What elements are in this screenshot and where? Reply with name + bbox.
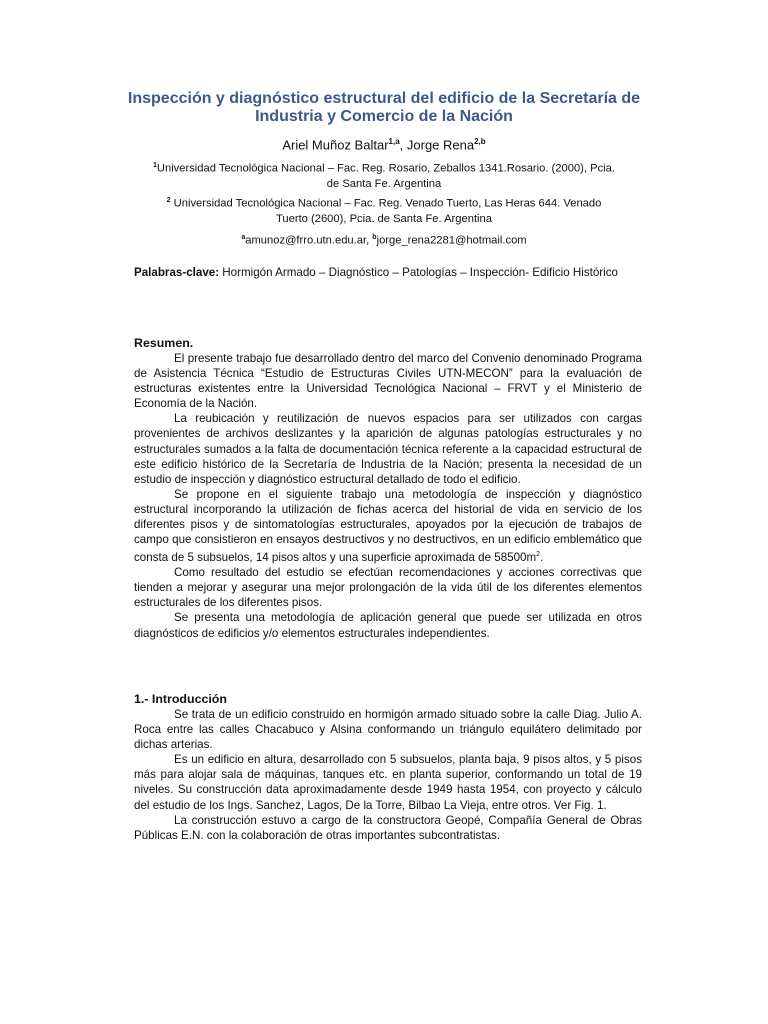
keywords-text: Hormigón Armado – Diagnóstico – Patologías – Inspección- Edificio Histórico: [219, 266, 618, 279]
paragraph-text: Se propone en el siguiente trabajo una metodología de inspección y diagnóstico estructural incorporando la utilización de fichas acerca del historial de vida en servicio de los diferentes pisos y de sintomatologías estructurales, apoyados por la ejecución de trabajos de campo que consistieron en ensayos destructivos y no destructivos, en un edificio emblemático que consta de 5 subsuelos, 14 pisos altos y una superficie aproximada de 58500m: [134, 487, 642, 565]
paragraph: La reubicación y reutilización de nuevos espacios para ser utilizados con cargas provenientes de archivos deslizantes y la aparición de algunas patologías estructurales y no estructurales sumados a la falta de documentación técnica referente a la capacidad estructural de este edificio histórico de la Secretaría de Industria de la Nación; presenta la necesidad de un estudio de inspección y diagnóstico estructural detallado de todo el edificio.: [134, 412, 642, 486]
introduccion-body: [134, 707, 642, 843]
affiliation-2: [150, 193, 618, 227]
email-text: jorge_rena2281@hotmail.com: [376, 234, 527, 247]
keywords-label: Palabras-clave:: [134, 266, 220, 279]
author-name: Jorge Rena: [406, 137, 475, 153]
email-line: [150, 230, 618, 249]
author-superscript: 1,a: [388, 137, 400, 146]
email-superscript: a: [241, 234, 246, 241]
paragraph: Es un edificio en altura, desarrollado con 5 subsuelos, planta baja, 9 pisos altos, y 5 pisos más para alojar sala de máquinas, tanques etc. en planta superior, conformando un total de 19 niveles. Su construcción data aproximadamente desde 1949 hasta 1954, con proyecto y cálculo del estudio de los Ings. Sanchez, Lagos, De la Torre, Bilbao La Vieja, entre otros. Ver Fig. 1.: [134, 753, 642, 812]
author-line: [110, 134, 658, 153]
paragraph: El presente trabajo fue desarrollado dentro del marco del Convenio denominado Programa de Asistencia Técnica “Estudio de Estructuras Civiles UTN-MECON” para la evaluación de estructuras existentes entre la Universidad Tecnológica Nacional – FRVT y el Ministerio de Economía de la Nación.: [134, 352, 642, 411]
section-heading-introduccion: 1.- Introducción: [134, 692, 227, 706]
email-text: amunoz@frro.utn.edu.ar,: [245, 234, 373, 247]
paragraph: [134, 487, 642, 565]
author-name: Ariel Muñoz Baltar: [282, 137, 389, 153]
affiliation-superscript: 2: [166, 197, 171, 204]
author-separator: ,: [399, 137, 407, 153]
resumen-body: [134, 351, 642, 641]
superscript: 2: [536, 551, 541, 559]
paragraph-text: .: [540, 551, 544, 565]
paragraph: Se trata de un edificio construido en hormigón armado situado sobre la calle Diag. Julio A. Roca entre las calles Chacabuco y Alsina conformando un triángulo equilátero delimitado por dichas arterias.: [134, 708, 642, 752]
affiliation-1: [150, 158, 618, 192]
affiliation-superscript: 1: [152, 162, 157, 169]
paper-title: Inspección y diagnóstico estructural del edificio de la Secretaría de Industria y Comercio de la Nación: [127, 90, 641, 125]
paragraph: La construcción estuvo a cargo de la constructora Geopé, Compañía General de Obras Públicas E.N. con la colaboración de otras importantes subcontratistas.: [134, 813, 642, 842]
paragraph: Como resultado del estudio se efectúan recomendaciones y acciones correctivas que tienden a mejorar y asegurar una mejor prolongación de la vida útil de los diferentes elementos estructurales de los diferentes pisos.: [134, 566, 642, 610]
keywords: [134, 265, 642, 280]
affiliation-text: Universidad Tecnológica Nacional – Fac. Reg. Rosario, Zeballos 1341.Rosario. (2000), Pcia. de Santa Fe. Argentina: [156, 162, 615, 190]
paragraph: Se presenta una metodología de aplicación general que puede ser utilizada en otros diagnósticos de edificios y/o elementos estructurales independientes.: [134, 611, 642, 640]
section-heading-resumen: Resumen.: [134, 336, 194, 350]
affiliation-text: Universidad Tecnológica Nacional – Fac. Reg. Venado Tuerto, Las Heras 644. Venado Tuerto (2600), Pcia. de Santa Fe. Argentina: [170, 197, 602, 225]
author-superscript: 2,b: [474, 137, 486, 146]
email-superscript: b: [372, 234, 377, 241]
